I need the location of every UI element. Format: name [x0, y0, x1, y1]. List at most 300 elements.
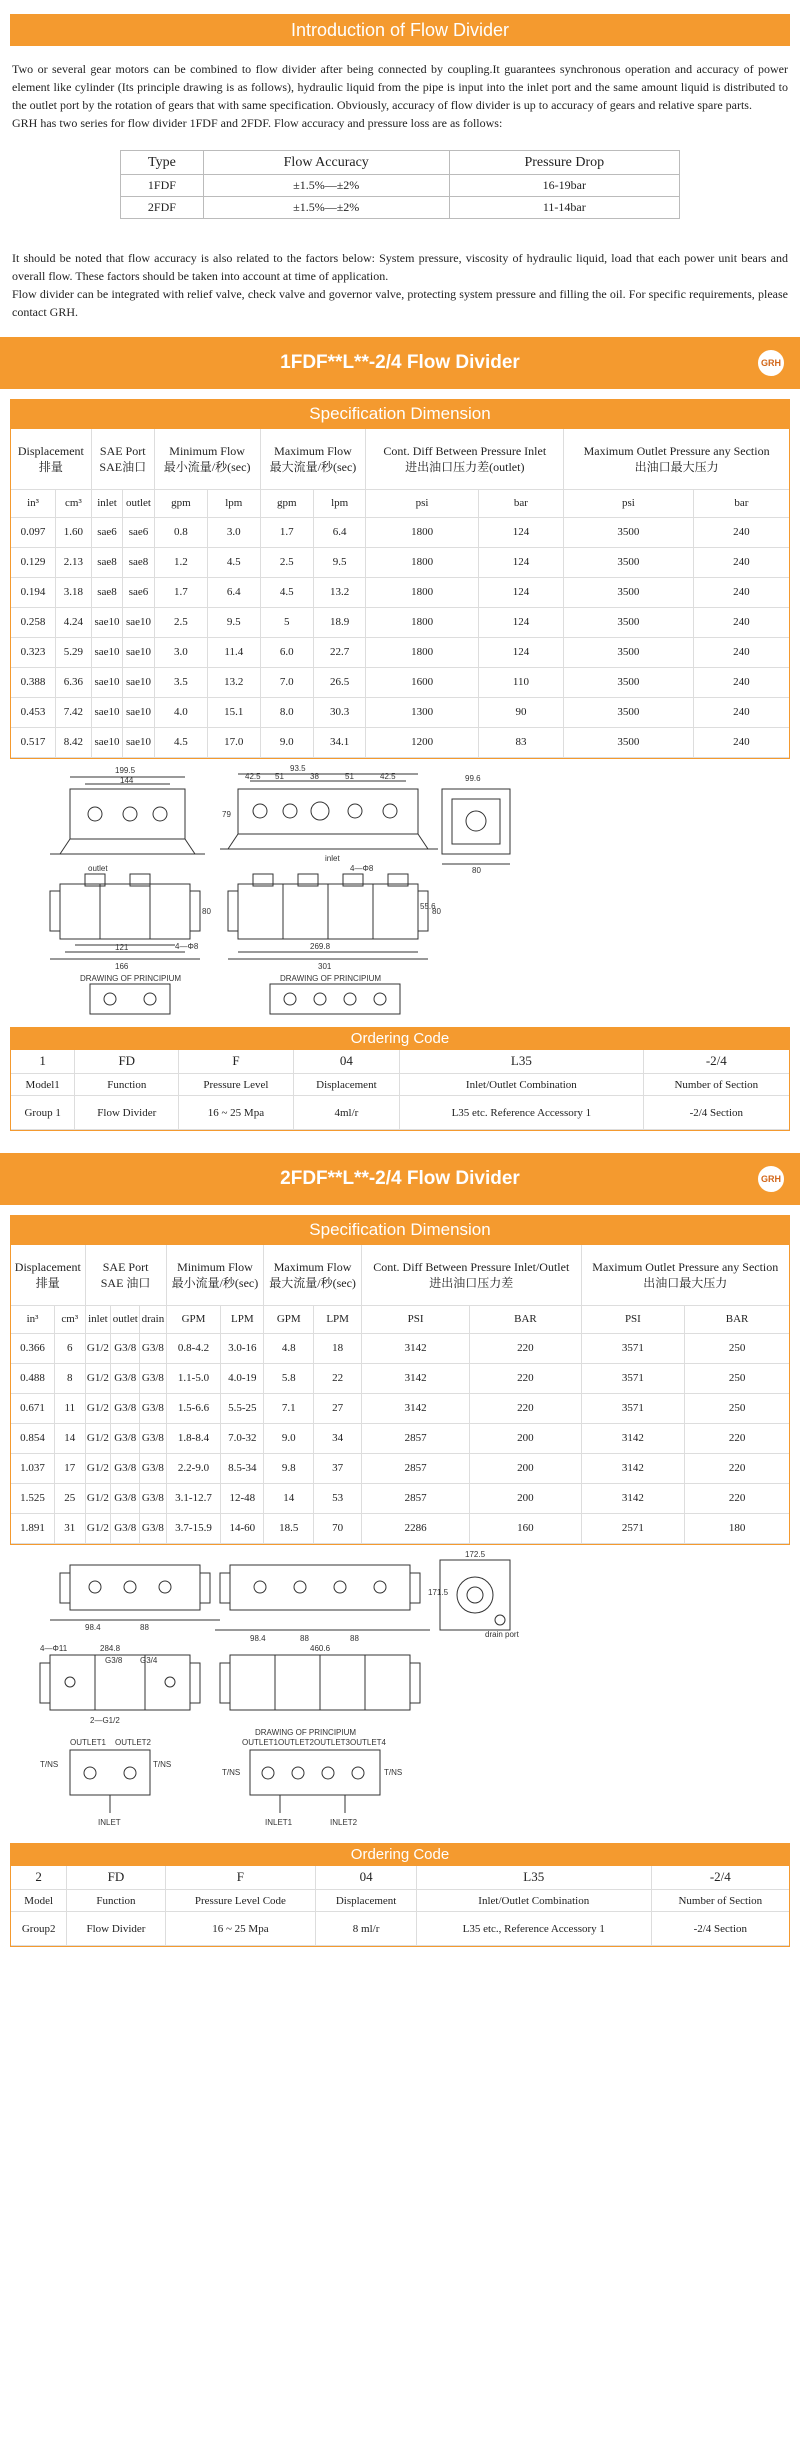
unit-cell: bar — [693, 489, 789, 517]
table-cell: 27 — [314, 1393, 362, 1423]
table-cell: 240 — [693, 607, 789, 637]
unit-cell: lpm — [313, 489, 366, 517]
table-cell: G3/8 — [140, 1393, 166, 1423]
table-cell: 200 — [470, 1483, 581, 1513]
table-cell: 3142 — [361, 1393, 469, 1423]
series2-spec-title: Specification Dimension — [11, 1215, 789, 1245]
table-cell: sae8 — [91, 547, 122, 577]
dim-label: 269.8 — [310, 941, 331, 951]
table-cell: 16-19bar — [449, 175, 679, 197]
series2-drawings — [10, 1545, 790, 1835]
unit-cell: psi — [564, 489, 693, 517]
table-cell: 1.525 — [11, 1483, 55, 1513]
table-cell: 0.8-4.2 — [166, 1333, 221, 1363]
table-cell: ±1.5%—±2% — [203, 197, 449, 219]
inlet-label: INLET1 — [265, 1817, 293, 1827]
table-cell: 9.8 — [264, 1453, 314, 1483]
spec-header: SAE Port SAE 油口 — [85, 1245, 166, 1305]
spec-header: Maximum Flow 最大流量/秒(sec) — [264, 1245, 362, 1305]
table-cell: Displacement — [293, 1074, 399, 1096]
table-cell: 220 — [470, 1393, 581, 1423]
spec-header: Minimum Flow 最小流量/秒(sec) — [154, 429, 260, 489]
table-cell: G3/8 — [111, 1513, 140, 1543]
dim-label: 55.6 — [420, 901, 436, 911]
table-cell: L35 — [416, 1866, 651, 1890]
table-cell: 1.60 — [56, 517, 92, 547]
table-cell: 18.5 — [264, 1513, 314, 1543]
table-cell: 25 — [55, 1483, 86, 1513]
table-cell: 124 — [478, 517, 563, 547]
table-cell: G3/8 — [111, 1483, 140, 1513]
table-cell: Model — [11, 1890, 67, 1912]
table-cell: 30.3 — [313, 697, 366, 727]
table-cell: 1800 — [366, 607, 478, 637]
table-row — [11, 727, 789, 757]
table-cell: 70 — [314, 1513, 362, 1543]
unit-cell: inlet — [85, 1305, 111, 1333]
table-cell: 7.0-32 — [221, 1423, 264, 1453]
table-cell: Inlet/Outlet Combination — [416, 1890, 651, 1912]
table-cell: G3/8 — [111, 1423, 140, 1453]
table-cell: Displacement — [316, 1890, 417, 1912]
dim-label: 42.5 — [380, 771, 396, 781]
table-row — [11, 1453, 789, 1483]
table-cell: 1800 — [366, 547, 478, 577]
table-cell: G3/8 — [140, 1483, 166, 1513]
table-cell: 1 — [11, 1050, 75, 1074]
table-cell: 7.0 — [260, 667, 313, 697]
table-cell: 160 — [470, 1513, 581, 1543]
table-cell: sae6 — [91, 517, 122, 547]
table-cell: 180 — [685, 1513, 789, 1543]
series1-technical-drawing — [10, 759, 790, 1019]
table-cell: 240 — [693, 727, 789, 757]
table-cell: 0.323 — [11, 637, 56, 667]
table-cell: 0.366 — [11, 1333, 55, 1363]
table-cell: 3500 — [564, 727, 693, 757]
table-cell: 0.453 — [11, 697, 56, 727]
table-row — [11, 1074, 789, 1096]
drain-port-label: drain port — [485, 1629, 519, 1639]
table-cell: 22 — [314, 1363, 362, 1393]
table-cell: 2857 — [361, 1453, 469, 1483]
table-cell: 5.29 — [56, 637, 92, 667]
inlet-label: INLET — [98, 1817, 121, 1827]
table-cell: G3/8 — [140, 1423, 166, 1453]
unit-row — [11, 1305, 789, 1333]
table-cell: 250 — [685, 1393, 789, 1423]
table-cell: 3142 — [581, 1423, 685, 1453]
table-row — [11, 1483, 789, 1513]
table-cell: 3500 — [564, 607, 693, 637]
table-cell: G1/2 — [85, 1483, 111, 1513]
inlet-label: INLET2 — [330, 1817, 358, 1827]
series2-title-bar — [0, 1153, 800, 1205]
table-row — [11, 1393, 789, 1423]
table-cell: 3142 — [361, 1363, 469, 1393]
table-cell: 1.1-5.0 — [166, 1363, 221, 1393]
table-cell: FD — [75, 1050, 179, 1074]
table-cell: 220 — [685, 1453, 789, 1483]
outlet-label: OUTLET2 — [115, 1737, 152, 1747]
unit-cell: BAR — [470, 1305, 581, 1333]
table-cell: 0.517 — [11, 727, 56, 757]
spec-header: Displacement 排量 — [11, 1245, 85, 1305]
table-cell: 5.5-25 — [221, 1393, 264, 1423]
table-cell: 220 — [685, 1423, 789, 1453]
table-cell: 124 — [478, 577, 563, 607]
table-cell: 4.0 — [154, 697, 207, 727]
outlet-label: OUTLET4 — [350, 1737, 387, 1747]
table-cell: 4.24 — [56, 607, 92, 637]
table-cell: 240 — [693, 517, 789, 547]
dim-label: 88 — [350, 1633, 359, 1643]
tns-label: T/NS — [40, 1759, 59, 1769]
intro-paragraph-3: It should be noted that flow accuracy is also related to the factors below: System pressure, viscosity of hydraulic liquid, load that each power unit bears and overall flow. These factors should be taken into account at time of application. — [12, 251, 788, 283]
table-cell: 2286 — [361, 1513, 469, 1543]
table-cell: sae10 — [91, 697, 122, 727]
table-cell: 3.0 — [208, 517, 261, 547]
table-cell: 53 — [314, 1483, 362, 1513]
table-cell: 4.8 — [264, 1333, 314, 1363]
series2-spec-box — [10, 1215, 790, 1545]
grh-logo: GRH — [756, 348, 786, 378]
table-cell: sae8 — [123, 547, 154, 577]
table-cell: 8.5-34 — [221, 1453, 264, 1483]
table-cell: 1800 — [366, 517, 478, 547]
series2-ordering-table — [11, 1866, 789, 1947]
table-cell: G3/8 — [140, 1333, 166, 1363]
table-cell: 6.0 — [260, 637, 313, 667]
table-cell: 16 ~ 25 Mpa — [165, 1912, 316, 1946]
unit-cell: cm³ — [55, 1305, 86, 1333]
table-cell: G3/8 — [111, 1393, 140, 1423]
table-cell: sae10 — [123, 667, 154, 697]
table-cell: 12-48 — [221, 1483, 264, 1513]
table-cell: 9.5 — [313, 547, 366, 577]
table-row — [121, 197, 680, 219]
tns-label: T/NS — [153, 1759, 172, 1769]
table-cell: 0.097 — [11, 517, 56, 547]
table-cell: 3.5 — [154, 667, 207, 697]
series2-technical-drawing — [10, 1545, 790, 1835]
table-cell: 0.388 — [11, 667, 56, 697]
table-cell: Function — [67, 1890, 165, 1912]
table-cell: 3500 — [564, 547, 693, 577]
table-cell: 240 — [693, 637, 789, 667]
table-row — [11, 607, 789, 637]
table-row — [11, 1866, 789, 1890]
table-row — [11, 1050, 789, 1074]
table-cell: Number of Section — [651, 1890, 789, 1912]
dim-label: 79 — [222, 809, 231, 819]
table-cell: 15.1 — [208, 697, 261, 727]
series2-title: 2FDF**L**-2/4 Flow Divider — [280, 1168, 520, 1189]
table-cell: 240 — [693, 697, 789, 727]
table-cell: L35 — [400, 1050, 643, 1074]
table-cell: 3500 — [564, 637, 693, 667]
table-cell: Function — [75, 1074, 179, 1096]
table-cell: 17.0 — [208, 727, 261, 757]
table-cell: 83 — [478, 727, 563, 757]
unit-cell: GPM — [166, 1305, 221, 1333]
table-cell: 3500 — [564, 667, 693, 697]
series1-ordering-box — [10, 1027, 790, 1132]
unit-cell: in³ — [11, 489, 56, 517]
table-cell: 13.2 — [313, 577, 366, 607]
table-cell: 220 — [685, 1483, 789, 1513]
table-cell: 250 — [685, 1333, 789, 1363]
table-cell: 11-14bar — [449, 197, 679, 219]
table-cell: L35 etc. Reference Accessory 1 — [400, 1096, 643, 1130]
table-cell: ±1.5%—±2% — [203, 175, 449, 197]
table-cell: 3.0 — [154, 637, 207, 667]
series2-ordering-box — [10, 1843, 790, 1948]
table-cell: 1800 — [366, 637, 478, 667]
unit-cell: cm³ — [56, 489, 92, 517]
table-cell: 22.7 — [313, 637, 366, 667]
series1-spec-title: Specification Dimension — [11, 399, 789, 429]
table-row — [121, 175, 680, 197]
table-row — [11, 1423, 789, 1453]
table-cell: 3500 — [564, 577, 693, 607]
table-cell: 8 — [55, 1363, 86, 1393]
intro-title-bar — [10, 14, 790, 46]
table-cell: 3571 — [581, 1363, 685, 1393]
table-cell: 9.0 — [264, 1423, 314, 1453]
table-cell: 124 — [478, 637, 563, 667]
spec-header: Maximum Outlet Pressure any Section 出油口最大压力 — [564, 429, 789, 489]
table-cell: sae8 — [91, 577, 122, 607]
table-row — [11, 1363, 789, 1393]
table-cell: Model1 — [11, 1074, 75, 1096]
table-cell: sae10 — [91, 667, 122, 697]
dim-label: 171.5 — [428, 1587, 449, 1597]
table-cell: 3142 — [581, 1453, 685, 1483]
table-cell: 3.18 — [56, 577, 92, 607]
table-cell: 34.1 — [313, 727, 366, 757]
unit-cell: outlet — [111, 1305, 140, 1333]
unit-cell: LPM — [314, 1305, 362, 1333]
dim-label: G3/4 — [140, 1655, 158, 1665]
table-cell: 5 — [260, 607, 313, 637]
table-cell: 4.5 — [208, 547, 261, 577]
table-cell: G1/2 — [85, 1393, 111, 1423]
table-cell: 1FDF — [121, 175, 204, 197]
dim-label: 301 — [318, 961, 332, 971]
table-cell: 2.5 — [260, 547, 313, 577]
table-cell: G3/8 — [111, 1453, 140, 1483]
table-cell: 8 ml/r — [316, 1912, 417, 1946]
hole-label: 4—Φ8 — [350, 863, 374, 873]
table-cell: sae10 — [123, 607, 154, 637]
intro-paragraph-1: Two or several gear motors can be combined to flow divider after being connected by coupling.It guarantees synchronous operation and accuracy of power element like cylinder (Its principle drawing is as follows), hydraulic liquid from the pipe is input into the inlet port and the same amount liquid is distributed to the outlet port by the rotation of gears that with same specification. Obviously, accuracy of flow divider is up to accuracy of gears and relative spare parts. — [12, 62, 788, 112]
table-cell: Group 1 — [11, 1096, 75, 1130]
table-row — [11, 547, 789, 577]
table-row — [11, 577, 789, 607]
table-cell: G3/8 — [140, 1363, 166, 1393]
table-cell: Pressure Level Code — [165, 1890, 316, 1912]
table-cell: sae10 — [123, 727, 154, 757]
table-cell: 0.194 — [11, 577, 56, 607]
table-cell: sae6 — [123, 577, 154, 607]
hole-label: 4—Φ8 — [175, 941, 199, 951]
table-cell: -2/4 — [643, 1050, 789, 1074]
table-cell: 2857 — [361, 1423, 469, 1453]
dim-label: 42.5 — [245, 771, 261, 781]
unit-cell: bar — [478, 489, 563, 517]
table-row — [11, 1513, 789, 1543]
table-cell: 14 — [55, 1423, 86, 1453]
unit-cell: LPM — [221, 1305, 264, 1333]
outlet-label: OUTLET1 — [70, 1737, 107, 1747]
table-cell: sae10 — [123, 697, 154, 727]
table-cell: 2571 — [581, 1513, 685, 1543]
table-row — [11, 1333, 789, 1363]
unit-row — [11, 489, 789, 517]
outlet-label: outlet — [88, 863, 108, 873]
unit-cell: outlet — [123, 489, 154, 517]
dim-label: 80 — [432, 906, 441, 916]
table-cell: 0.854 — [11, 1423, 55, 1453]
table-cell: 124 — [478, 547, 563, 577]
principle-label: DRAWING OF PRINCIPIUM — [80, 973, 182, 983]
table-cell: 3.1-12.7 — [166, 1483, 221, 1513]
table-cell: 0.8 — [154, 517, 207, 547]
table-cell: 8.42 — [56, 727, 92, 757]
table-cell: 1600 — [366, 667, 478, 697]
dim-label: 88 — [140, 1622, 149, 1632]
table-cell: Pressure Level — [179, 1074, 293, 1096]
table-cell: 0.258 — [11, 607, 56, 637]
unit-cell: BAR — [685, 1305, 789, 1333]
table-cell: 37 — [314, 1453, 362, 1483]
table-cell: 3571 — [581, 1393, 685, 1423]
spec-header: Cont. Diff Between Pressure Inlet/Outlet 进出油口压力差 — [361, 1245, 581, 1305]
table-cell: 3500 — [564, 517, 693, 547]
table-cell: 9.0 — [260, 727, 313, 757]
table-cell: 16 ~ 25 Mpa — [179, 1096, 293, 1130]
table-cell: 0.671 — [11, 1393, 55, 1423]
table-cell: 9.5 — [208, 607, 261, 637]
dim-label: 2—G1/2 — [90, 1715, 120, 1725]
dim-label: G3/8 — [105, 1655, 123, 1665]
dim-label: 51 — [275, 771, 284, 781]
dim-label: 51 — [345, 771, 354, 781]
dim-label: 80 — [202, 906, 211, 916]
table-cell: FD — [67, 1866, 165, 1890]
table-cell: L35 etc., Reference Accessory 1 — [416, 1912, 651, 1946]
grh-logo: GRH — [756, 1164, 786, 1194]
table-cell: 1.7 — [260, 517, 313, 547]
table-cell: 250 — [685, 1363, 789, 1393]
table-row — [11, 637, 789, 667]
dim-label: 88 — [300, 1633, 309, 1643]
spec-header: Maximum Flow 最大流量/秒(sec) — [260, 429, 366, 489]
table-cell: F — [179, 1050, 293, 1074]
table-cell: 5.8 — [264, 1363, 314, 1393]
spec-header: Displacement 排量 — [11, 429, 91, 489]
table-cell: 1.891 — [11, 1513, 55, 1543]
table-cell: sae10 — [91, 637, 122, 667]
table-cell: 1.7 — [154, 577, 207, 607]
table-cell: 7.1 — [264, 1393, 314, 1423]
table-cell: 2 — [11, 1866, 67, 1890]
table-cell: 04 — [316, 1866, 417, 1890]
intro-paragraph-2: GRH has two series for flow divider 1FDF and 2FDF. Flow accuracy and pressure loss are as follows: — [12, 116, 503, 130]
series1-ordering-table — [11, 1050, 789, 1131]
table-cell: 14 — [264, 1483, 314, 1513]
unit-cell: PSI — [361, 1305, 469, 1333]
table-cell: 4.5 — [154, 727, 207, 757]
table-row — [11, 697, 789, 727]
table-cell: 31 — [55, 1513, 86, 1543]
dim-label: 166 — [115, 961, 129, 971]
table-cell: 220 — [470, 1363, 581, 1393]
outlet-label: OUTLET3 — [314, 1737, 351, 1747]
dim-label: 284.8 — [100, 1643, 121, 1653]
table-cell: G3/8 — [111, 1363, 140, 1393]
outlet-label: OUTLET1 — [242, 1737, 279, 1747]
table-cell: 13.2 — [208, 667, 261, 697]
table-cell: 6 — [55, 1333, 86, 1363]
unit-cell: drain — [140, 1305, 166, 1333]
unit-cell: lpm — [208, 489, 261, 517]
series1-drawings — [10, 759, 790, 1019]
table-cell: 2.2-9.0 — [166, 1453, 221, 1483]
dim-label: 144 — [120, 775, 134, 785]
outlet-label: OUTLET2 — [278, 1737, 315, 1747]
series1-spec-box — [10, 399, 790, 759]
table-row — [11, 517, 789, 547]
table-cell: 1.037 — [11, 1453, 55, 1483]
table-cell: Group2 — [11, 1912, 67, 1946]
series1-spec-table — [11, 429, 789, 758]
table-cell: G3/8 — [140, 1453, 166, 1483]
dim-label: 98.4 — [85, 1622, 101, 1632]
series1-ordering-title: Ordering Code — [11, 1028, 789, 1050]
dim-label: 172.5 — [465, 1549, 486, 1559]
table-cell: 3.0-16 — [221, 1333, 264, 1363]
accuracy-header-flow: Flow Accuracy — [203, 151, 449, 175]
table-cell: 124 — [478, 607, 563, 637]
table-cell: 220 — [470, 1333, 581, 1363]
unit-cell: psi — [366, 489, 478, 517]
table-cell: 0.129 — [11, 547, 56, 577]
table-cell: sae10 — [91, 727, 122, 757]
table-cell: 6.36 — [56, 667, 92, 697]
table-cell: 6.4 — [208, 577, 261, 607]
table-cell: 200 — [470, 1423, 581, 1453]
table-cell: Number of Section — [643, 1074, 789, 1096]
table-cell: 2.13 — [56, 547, 92, 577]
tns-label: T/NS — [222, 1767, 241, 1777]
table-row — [11, 667, 789, 697]
table-cell: 3142 — [581, 1483, 685, 1513]
accuracy-header-drop: Pressure Drop — [449, 151, 679, 175]
table-cell: 3142 — [361, 1333, 469, 1363]
table-row — [11, 1096, 789, 1130]
table-cell: 11.4 — [208, 637, 261, 667]
table-cell: 2857 — [361, 1483, 469, 1513]
unit-cell: GPM — [264, 1305, 314, 1333]
series1-title-bar — [0, 337, 800, 389]
table-cell: 1.5-6.6 — [166, 1393, 221, 1423]
table-cell: 90 — [478, 697, 563, 727]
table-cell: sae6 — [123, 517, 154, 547]
table-cell: 1200 — [366, 727, 478, 757]
table-cell: 3571 — [581, 1333, 685, 1363]
